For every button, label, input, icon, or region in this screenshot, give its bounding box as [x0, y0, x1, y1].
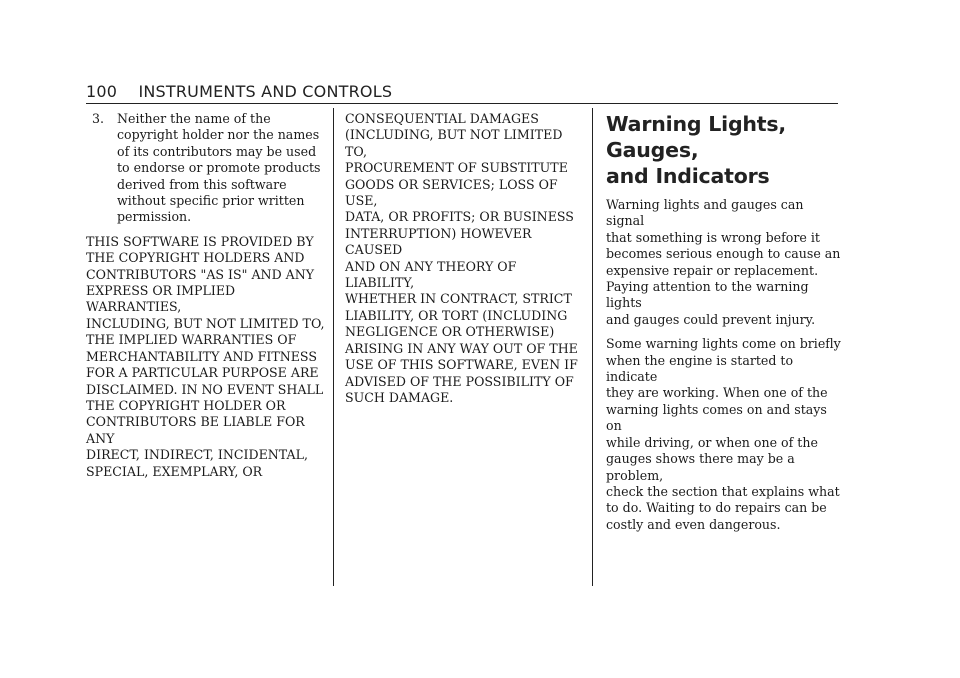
disclaimer-text-part2: CONSEQUENTIAL DAMAGES (INCLUDING, BUT NOT LIMITED TO, PROCUREMENT OF SUBSTITUTE GOODS OR SERVICES; LOSS OF USE, DATA, OR PROFITS; OR BUSINESS INTERRUPTION) HOWEVER CAUSED AND ON ANY THEORY OF LIABILITY, WHETHER IN CONTRACT, STRICT LIABILITY, OR TORT (INCLUDING NEGLIGENCE OR OTHERWISE) ARISING IN ANY WAY OUT OF THE USE OF THIS SOFTWARE, EVEN IF ADVISED OF THE POSSIBILITY OF SUCH DAMAGE. — [345, 111, 578, 405]
column-middle — [345, 111, 581, 414]
column-divider-right — [592, 108, 593, 586]
section-name: INSTRUMENTS AND CONTROLS — [138, 82, 393, 101]
page-header — [86, 82, 392, 101]
item-number: 3. — [92, 111, 105, 126]
page-number: 100 — [86, 82, 118, 101]
header-rule — [86, 103, 838, 104]
paragraph-1: Warning lights and gauges can signal that something is wrong before it becomes serious enough to cause an expensive repair or replacement. Paying attention to the warning lights and gauges could prevent injury. — [606, 197, 841, 327]
column-left — [86, 111, 326, 488]
paragraph-2: Some warning lights come on briefly when the engine is started to indicate they are working. When one of the warning lights comes on and stays on while driving, or when one of the gauges shows there may be a problem, check the section that explains what to do. Waiting to do repairs can be costly and even dangerous. — [606, 336, 841, 532]
section-title: Warning Lights, Gauges, and Indicators — [606, 112, 786, 188]
disclaimer-text-part1: THIS SOFTWARE IS PROVIDED BY THE COPYRIGHT HOLDERS AND CONTRIBUTORS "AS IS" AND ANY EXPRESS OR IMPLIED WARRANTIES, INCLUDING, BUT NOT LIMITED TO, THE IMPLIED WARRANTIES OF MERCHANTABILITY AND FITNESS FOR A PARTICULAR PURPOSE ARE DISCLAIMED. IN NO EVENT SHALL THE COPYRIGHT HOLDER OR CONTRIBUTORS BE LIABLE FOR ANY DIRECT, INDIRECT, INCIDENTAL, SPECIAL, EXEMPLARY, OR — [86, 233, 325, 479]
column-divider-left — [333, 108, 334, 586]
numbered-item — [86, 111, 326, 226]
column-right — [606, 111, 842, 541]
item-text: Neither the name of the copyright holder nor the names of its contributors may be used to endorse or promote products derived from this software without specific prior written permission. — [117, 111, 321, 225]
